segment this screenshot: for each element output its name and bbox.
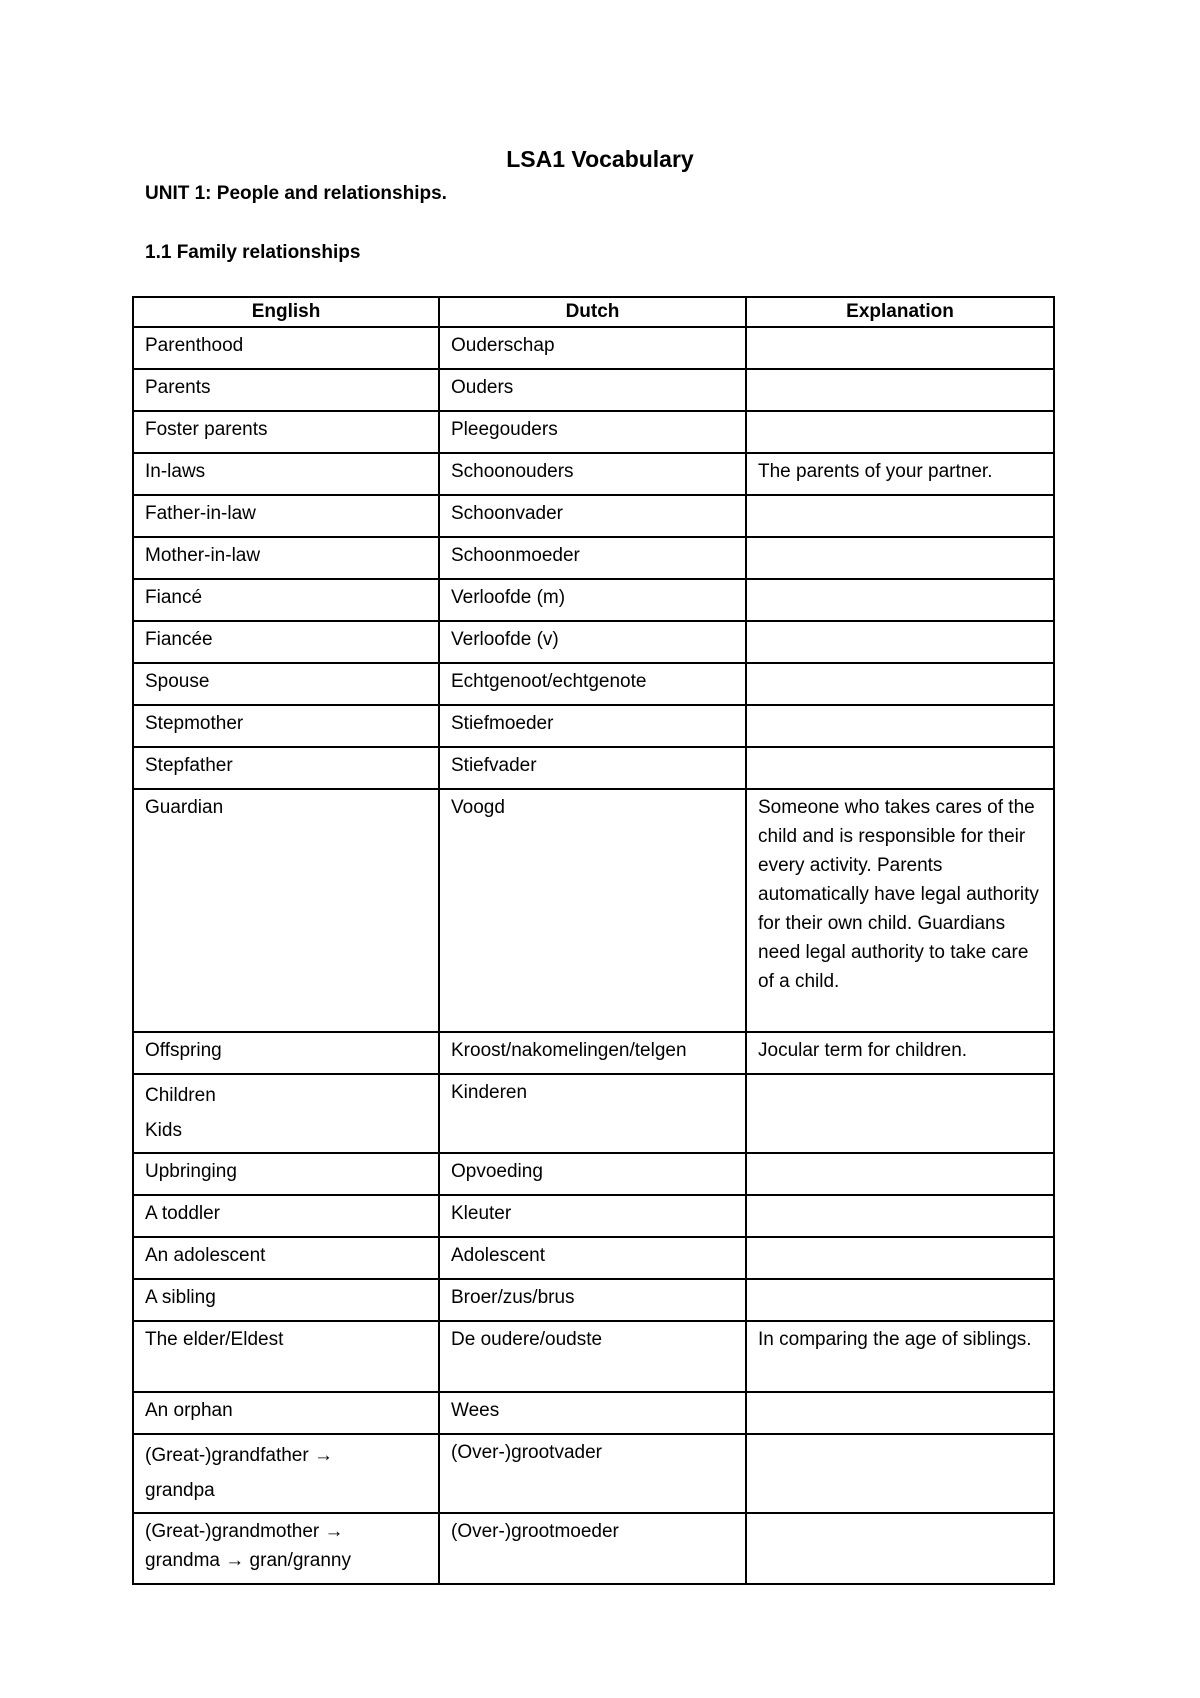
explanation-cell (746, 1195, 1054, 1237)
explanation-cell (746, 747, 1054, 789)
table-row (133, 1032, 1054, 1074)
english-cell: Guardian (133, 789, 439, 1032)
table-row (133, 663, 1054, 705)
header-dutch: Dutch (439, 297, 746, 327)
explanation-cell: Jocular term for children. (746, 1032, 1054, 1074)
english-cell: Fiancée (133, 621, 439, 663)
section-heading: 1.1 Family relationships (145, 242, 361, 263)
english-cell: Upbringing (133, 1153, 439, 1195)
english-cell (133, 1434, 439, 1513)
english-cell: An orphan (133, 1392, 439, 1434)
dutch-cell: Schoonouders (439, 453, 746, 495)
table-row (133, 789, 1054, 1032)
table-row (133, 369, 1054, 411)
explanation-cell (746, 369, 1054, 411)
explanation-cell (746, 579, 1054, 621)
dutch-cell: Wees (439, 1392, 746, 1434)
table-row (133, 537, 1054, 579)
explanation-cell (746, 705, 1054, 747)
table-row (133, 1513, 1054, 1584)
english-cell: Mother-in-law (133, 537, 439, 579)
english-cell: Foster parents (133, 411, 439, 453)
vocabulary-table (132, 296, 1055, 1585)
dutch-cell: Opvoeding (439, 1153, 746, 1195)
english-cell: An adolescent (133, 1237, 439, 1279)
english-cell: Parents (133, 369, 439, 411)
explanation-cell (746, 1513, 1054, 1584)
header-english: English (133, 297, 439, 327)
english-line: (Great-)grandfather → (145, 1445, 333, 1466)
explanation-cell (746, 537, 1054, 579)
dutch-cell: Kroost/nakomelingen/telgen (439, 1032, 746, 1074)
table-row (133, 1434, 1054, 1513)
table-row (133, 1279, 1054, 1321)
english-cell: Fiancé (133, 579, 439, 621)
explanation-cell: In comparing the age of siblings. (746, 1321, 1054, 1392)
explanation-cell: Someone who takes cares of the child and is responsible for their every activity. Parents automatically have legal authority for their own child. Guardians need legal authority to take care of a child. (746, 789, 1054, 1032)
english-line: (Great-)grandmother → (145, 1521, 344, 1542)
document-title: LSA1 Vocabulary (506, 146, 694, 172)
dutch-cell: Verloofde (m) (439, 579, 746, 621)
dutch-cell: Voogd (439, 789, 746, 1032)
english-cell (133, 1074, 439, 1153)
explanation-cell (746, 1237, 1054, 1279)
dutch-cell: Pleegouders (439, 411, 746, 453)
dutch-cell: Stiefmoeder (439, 705, 746, 747)
table-row (133, 1074, 1054, 1153)
table-row (133, 1392, 1054, 1434)
dutch-cell: (Over-)grootvader (439, 1434, 746, 1513)
table-row (133, 705, 1054, 747)
explanation-cell (746, 1392, 1054, 1434)
table-row (133, 495, 1054, 537)
table-header-row (133, 297, 1054, 327)
dutch-cell: Broer/zus/brus (439, 1279, 746, 1321)
dutch-cell: De oudere/oudste (439, 1321, 746, 1392)
explanation-cell (746, 1279, 1054, 1321)
table-row (133, 747, 1054, 789)
dutch-cell: Ouderschap (439, 327, 746, 369)
dutch-cell: Stiefvader (439, 747, 746, 789)
english-line: Children (145, 1085, 216, 1106)
dutch-cell: Schoonmoeder (439, 537, 746, 579)
unit-heading: UNIT 1: People and relationships. (145, 183, 447, 204)
english-cell: Stepmother (133, 705, 439, 747)
dutch-cell: Schoonvader (439, 495, 746, 537)
dutch-cell: Kinderen (439, 1074, 746, 1153)
english-cell: Offspring (133, 1032, 439, 1074)
explanation-cell (746, 1153, 1054, 1195)
table-row (133, 579, 1054, 621)
table-row (133, 1321, 1054, 1392)
dutch-cell: Adolescent (439, 1237, 746, 1279)
explanation-cell (746, 327, 1054, 369)
dutch-cell: Ouders (439, 369, 746, 411)
english-line: grandpa (145, 1480, 215, 1501)
dutch-cell: Verloofde (v) (439, 621, 746, 663)
english-cell: Spouse (133, 663, 439, 705)
explanation-cell (746, 495, 1054, 537)
english-cell (133, 1513, 439, 1584)
english-cell: Father-in-law (133, 495, 439, 537)
table-row (133, 1237, 1054, 1279)
english-cell: Parenthood (133, 327, 439, 369)
explanation-cell (746, 1074, 1054, 1153)
english-line: grandma → gran/granny (145, 1550, 351, 1571)
dutch-cell: Echtgenoot/echtgenote (439, 663, 746, 705)
dutch-cell: Kleuter (439, 1195, 746, 1237)
explanation-cell (746, 621, 1054, 663)
table-row (133, 453, 1054, 495)
explanation-cell (746, 411, 1054, 453)
dutch-cell: (Over-)grootmoeder (439, 1513, 746, 1584)
english-cell: A toddler (133, 1195, 439, 1237)
table-row (133, 1195, 1054, 1237)
english-line: Kids (145, 1120, 182, 1141)
english-cell: Stepfather (133, 747, 439, 789)
explanation-cell (746, 663, 1054, 705)
table-row (133, 327, 1054, 369)
english-cell: A sibling (133, 1279, 439, 1321)
explanation-cell: The parents of your partner. (746, 453, 1054, 495)
english-cell: The elder/Eldest (133, 1321, 439, 1392)
table-row (133, 411, 1054, 453)
table-row (133, 1153, 1054, 1195)
table-row (133, 621, 1054, 663)
english-cell: In-laws (133, 453, 439, 495)
header-explanation: Explanation (746, 297, 1054, 327)
explanation-cell (746, 1434, 1054, 1513)
